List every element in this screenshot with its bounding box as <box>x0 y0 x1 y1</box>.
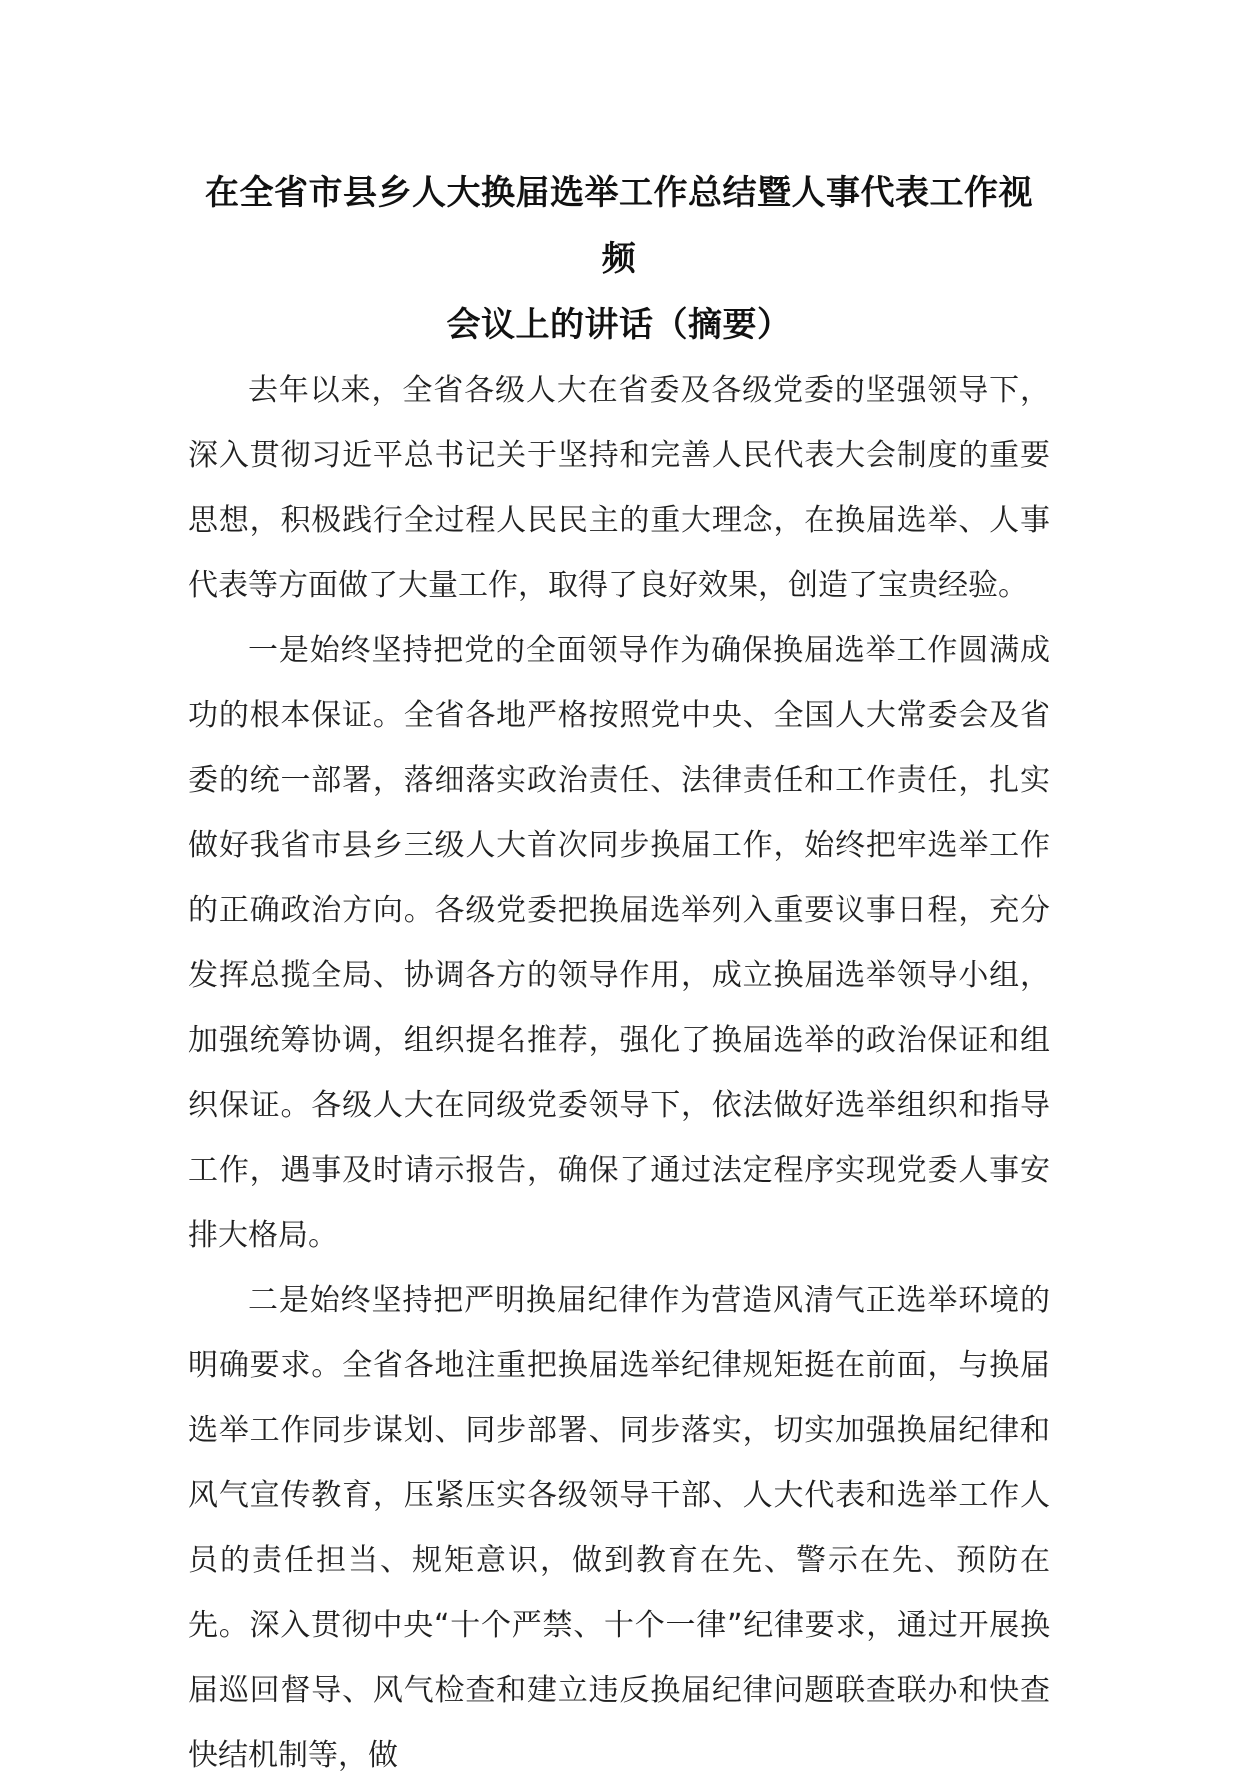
paragraph-intro: 去年以来，全省各级人大在省委及各级党委的坚强领导下，深入贯彻习近平总书记关于坚持和完善人民代表大会制度的重要思想，积极践行全过程人民民主的重大理念，在换届选举、人事代表等方面做了大量工作，取得了良好效果，创造了宝贵经验。 <box>188 373 1050 603</box>
title-line-1: 在全省市县乡人大换届选举工作总结暨人事代表工作视频 <box>205 173 1033 279</box>
paragraph-point-one: 一是始终坚持把党的全面领导作为确保换届选举工作圆满成功的根本保证。全省各地严格按照党中央、全国人大常委会及省委的统一部署，落细落实政治责任、法律责任和工作责任，扎实做好我省市县乡三级人大首次同步换届工作，始终把牢选举工作的正确政治方向。各级党委把换届选举列入重要议事日程，充分发挥总揽全局、协调各方的领导作用，成立换届选举领导小组，加强统筹协调，组织提名推荐，强化了换届选举的政治保证和组织保证。各级人大在同级党委领导下，依法做好选举组织和指导工作，遇事及时请示报告，确保了通过法定程序实现党委人事安排大格局。 <box>188 633 1050 1253</box>
document-page <box>188 160 1050 1788</box>
paragraph-point-two: 二是始终坚持把严明换届纪律作为营造风清气正选举环境的明确要求。全省各地注重把换届选举纪律规矩挺在前面，与换届选举工作同步谋划、同步部署、同步落实，切实加强换届纪律和风气宣传教育，压紧压实各级领导干部、人大代表和选举工作人员的责任担当、规矩意识，做到教育在先、警示在先、预防在先。深入贯彻中央“十个严禁、十个一律”纪律要求，通过开展换届巡回督导、风气检查和建立违反换届纪律问题联查联办和快查快结机制等，做 <box>188 1283 1050 1773</box>
title-line-2: 会议上的讲话（摘要） <box>446 305 792 345</box>
document-title <box>188 160 1050 358</box>
